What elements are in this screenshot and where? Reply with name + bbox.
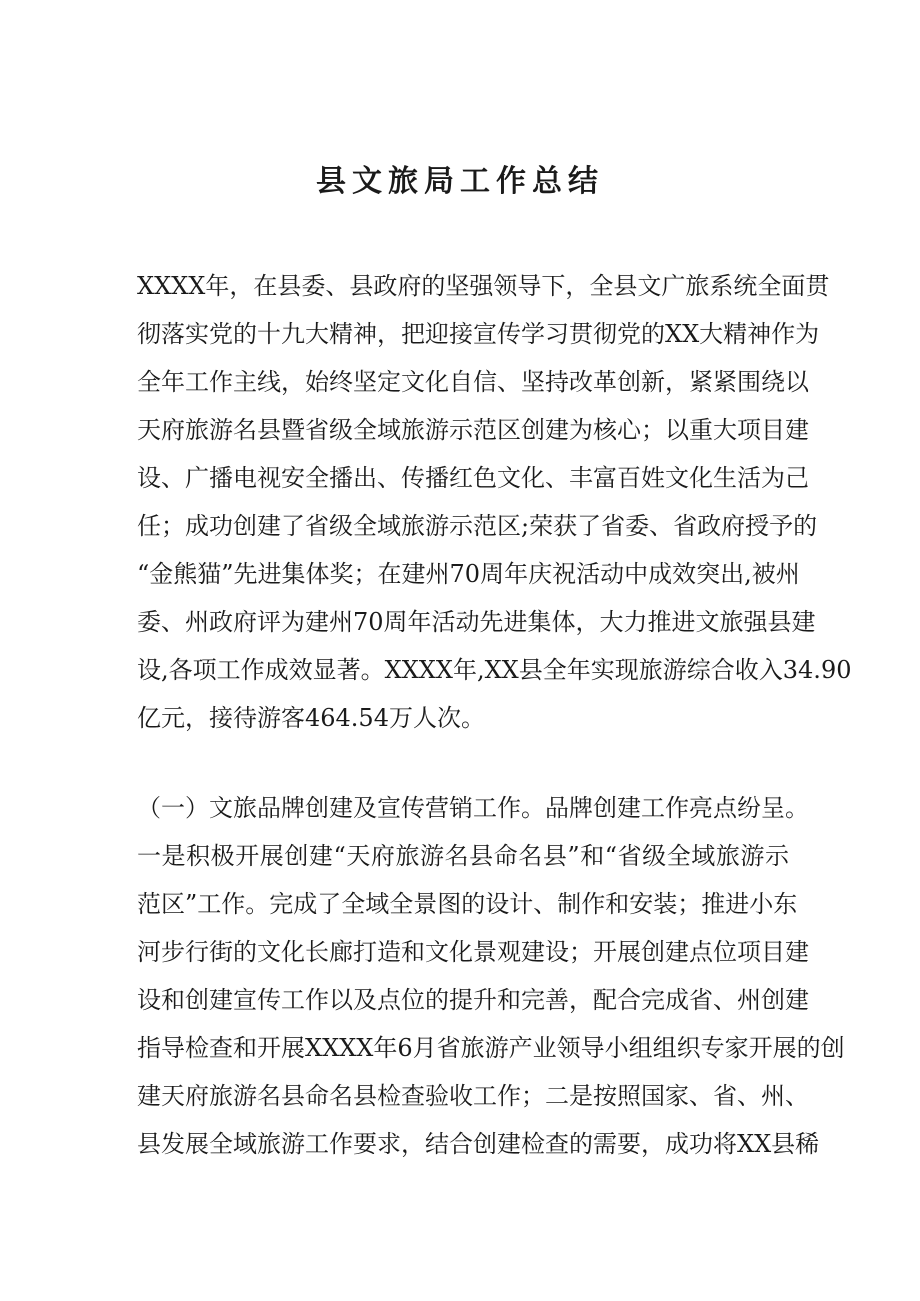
paragraph-line: 一是积极开展创建“天府旅游名县命名县”和“省级全域旅游示 <box>137 842 789 870</box>
paragraph-section-1 <box>137 784 845 1168</box>
paragraph-line: 范区”工作。完成了全域全景图的设计、制作和安装；推进小东 <box>137 890 798 918</box>
paragraph-line: 河步行街的文化长廊打造和文化景观建设；开展创建点位项目建 <box>137 938 809 966</box>
paragraph-line: “金熊猫”先进集体奖；在建州70周年庆祝活动中成效突出,被州 <box>137 560 800 588</box>
paragraph-line: 彻落实党的十九大精神，把迎接宣传学习贯彻党的XX大精神作为 <box>137 320 820 348</box>
paragraph-line: 建天府旅游名县命名县检查验收工作；二是按照国家、省、州、 <box>137 1082 809 1110</box>
paragraph-line: 设,各项工作成效显著。XXXX年,XX县全年实现旅游综合收入34.90 <box>137 656 852 684</box>
paragraph-line: 指导检查和开展XXXX年6月省旅游产业领导小组组织专家开展的创 <box>137 1034 845 1062</box>
paragraph-line: XXXX年，在县委、县政府的坚强领导下，全县文广旅系统全面贯 <box>137 272 830 300</box>
paragraph-line: 县发展全域旅游工作要求，结合创建检查的需要，成功将XX县稀 <box>137 1130 820 1158</box>
document-title: 县文旅局工作总结 <box>316 164 604 200</box>
paragraph-line: 设、广播电视安全播出、传播红色文化、丰富百姓文化生活为己 <box>137 464 809 492</box>
paragraph-intro <box>137 262 852 742</box>
paragraph-line: 亿元，接待游客464.54万人次。 <box>137 704 485 732</box>
paragraph-line: 天府旅游名县暨省级全域旅游示范区创建为核心；以重大项目建 <box>137 416 809 444</box>
paragraph-line: 委、州政府评为建州70周年活动先进集体，大力推进文旅强县建 <box>137 608 816 636</box>
paragraph-line: 设和创建宣传工作以及点位的提升和完善，配合完成省、州创建 <box>137 986 809 1014</box>
paragraph-line: （一）文旅品牌创建及宣传营销工作。品牌创建工作亮点纷呈。 <box>137 794 809 822</box>
paragraph-line: 任；成功创建了省级全域旅游示范区;荣获了省委、省政府授予的 <box>137 512 818 540</box>
paragraph-line: 全年工作主线，始终坚定文化自信、坚持改革创新，紧紧围绕以 <box>137 368 809 396</box>
